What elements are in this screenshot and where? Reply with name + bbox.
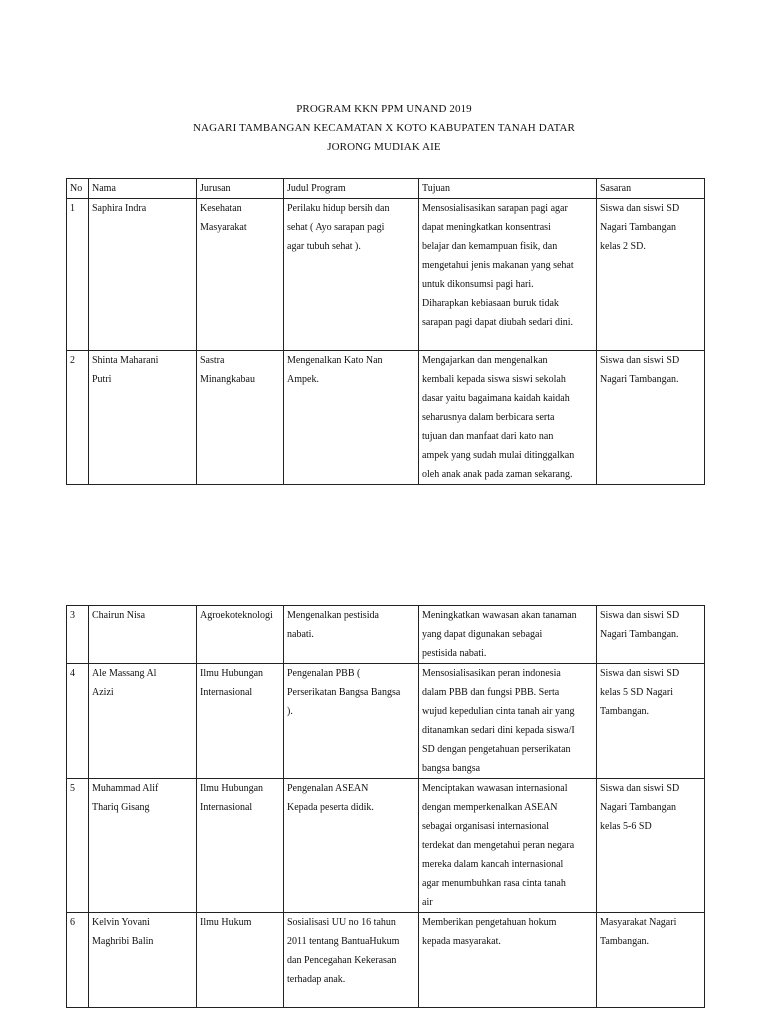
column-header-tujuan: Tujuan — [419, 179, 597, 199]
cell-jurusan — [197, 351, 284, 485]
cell-no: 6 — [67, 913, 89, 1008]
cell-judul-program-line: Perserikatan Bangsa Bangsa — [287, 687, 401, 698]
cell-nama — [89, 779, 197, 913]
cell-tujuan-line: pestisida nabati. — [422, 648, 487, 659]
cell-tujuan-line: Menciptakan wawasan internasional — [422, 783, 568, 794]
cell-sasaran-line: Nagari Tambangan. — [600, 629, 679, 640]
cell-jurusan — [197, 913, 284, 1008]
cell-judul-program-line: terhadap anak. — [287, 974, 346, 985]
cell-no: 2 — [67, 351, 89, 485]
cell-judul-program-line: Perilaku hidup bersih dan — [287, 203, 390, 214]
cell-sasaran-line: Siswa dan siswi SD — [600, 203, 680, 214]
cell-tujuan-line: ditanamkan sedari dini kepada siswa/I — [422, 725, 575, 736]
cell-jurusan — [197, 779, 284, 913]
cell-jurusan-line: Ilmu Hukum — [200, 917, 252, 928]
cell-sasaran-line: kelas 2 SD. — [600, 241, 646, 252]
cell-judul-program — [284, 606, 419, 664]
cell-judul-program-line: Sosialisasi UU no 16 tahun — [287, 917, 396, 928]
cell-judul-program-line: agar tubuh sehat ). — [287, 241, 361, 252]
cell-tujuan-line: mereka dalam kancah internasional — [422, 859, 564, 870]
cell-nama-line: Chairun Nisa — [92, 610, 146, 621]
cell-sasaran-line: Tambangan. — [600, 936, 650, 947]
cell-no: 4 — [67, 664, 89, 779]
cell-tujuan-line: Mengajarkan dan mengenalkan — [422, 355, 548, 366]
cell-nama-line: Kelvin Yovani — [92, 917, 150, 928]
document-title: PROGRAM KKN PPM UNAND 2019 — [296, 103, 472, 115]
cell-sasaran-line: Nagari Tambangan. — [600, 374, 679, 385]
cell-tujuan — [419, 606, 597, 664]
table-row — [67, 913, 705, 1008]
cell-nama-line: Muhammad Alif — [92, 783, 159, 794]
cell-tujuan-line: kepada masyarakat. — [422, 936, 501, 947]
cell-judul-program-line: Pengenalan PBB ( — [287, 668, 361, 679]
cell-sasaran-line: Siswa dan siswi SD — [600, 783, 680, 794]
program-table-part-1 — [66, 178, 705, 485]
cell-judul-program-line: Kepada peserta didik. — [287, 802, 374, 813]
cell-jurusan-line: Kesehatan — [200, 203, 242, 214]
cell-nama — [89, 913, 197, 1008]
cell-nama — [89, 664, 197, 779]
cell-jurusan-line: Ilmu Hubungan — [200, 783, 264, 794]
cell-nama-line: Thariq Gisang — [92, 802, 150, 813]
cell-nama-line: Shinta Maharani — [92, 355, 159, 366]
cell-tujuan-line: dapat meningkatkan konsentrasi — [422, 222, 551, 233]
cell-tujuan-line: Diharapkan kebiasaan buruk tidak — [422, 298, 559, 309]
cell-sasaran-line: Nagari Tambangan — [600, 222, 677, 233]
cell-tujuan-line: Meningkatkan wawasan akan tanaman — [422, 610, 577, 621]
cell-nama-line: Putri — [92, 374, 112, 385]
cell-tujuan-line: air — [422, 897, 433, 908]
cell-tujuan-line: ampek yang sudah mulai ditinggalkan — [422, 450, 575, 461]
cell-nama-line: Maghribi Balin — [92, 936, 154, 947]
cell-judul-program — [284, 664, 419, 779]
column-header-judul-program: Judul Program — [284, 179, 419, 199]
cell-jurusan-line: Ilmu Hubungan — [200, 668, 264, 679]
cell-sasaran-line: Siswa dan siswi SD — [600, 610, 680, 621]
cell-tujuan — [419, 351, 597, 485]
cell-jurusan — [197, 664, 284, 779]
cell-jurusan-line: Minangkabau — [200, 374, 255, 385]
cell-tujuan-line: terdekat dan mengetahui peran negara — [422, 840, 575, 851]
cell-judul-program-line: nabati. — [287, 629, 314, 640]
cell-jurusan-line: Masyarakat — [200, 222, 247, 233]
cell-tujuan-line: Mensosialisasikan peran indonesia — [422, 668, 561, 679]
cell-no: 3 — [67, 606, 89, 664]
cell-tujuan-line: Memberikan pengetahuan hokum — [422, 917, 557, 928]
cell-tujuan-line: yang dapat digunakan sebagai — [422, 629, 543, 640]
cell-judul-program-line: ). — [287, 706, 293, 717]
cell-sasaran — [597, 779, 705, 913]
cell-jurusan-line: Internasional — [200, 687, 253, 698]
cell-judul-program-line: Ampek. — [287, 374, 319, 385]
cell-jurusan-line: Internasional — [200, 802, 253, 813]
cell-tujuan-line: SD dengan pengetahuan perserikatan — [422, 744, 571, 755]
cell-tujuan — [419, 779, 597, 913]
cell-jurusan-line: Agroekoteknologi — [200, 610, 273, 621]
cell-judul-program-line: sehat ( Ayo sarapan pagi — [287, 222, 385, 233]
cell-tujuan-line: mengetahui jenis makanan yang sehat — [422, 260, 574, 271]
cell-no: 1 — [67, 199, 89, 351]
column-header-sasaran: Sasaran — [597, 179, 705, 199]
cell-sasaran — [597, 913, 705, 1008]
cell-judul-program — [284, 351, 419, 485]
table-row — [67, 351, 705, 485]
cell-nama-line: Azizi — [92, 687, 114, 698]
cell-tujuan-line: sebagai organisasi internasional — [422, 821, 550, 832]
cell-sasaran — [597, 664, 705, 779]
cell-sasaran-line: Nagari Tambangan — [600, 802, 677, 813]
cell-tujuan-line: oleh anak anak pada zaman sekarang. — [422, 469, 573, 480]
cell-tujuan — [419, 199, 597, 351]
cell-nama — [89, 606, 197, 664]
program-table-part-2 — [66, 605, 705, 1008]
cell-jurusan-line: Sastra — [200, 355, 225, 366]
cell-sasaran-line: Tambangan. — [600, 706, 650, 717]
cell-sasaran — [597, 199, 705, 351]
column-header-nama: Nama — [89, 179, 197, 199]
cell-jurusan — [197, 606, 284, 664]
cell-nama-line: Ale Massang Al — [92, 668, 157, 679]
cell-sasaran-line: Siswa dan siswi SD — [600, 355, 680, 366]
cell-tujuan-line: tujuan dan manfaat dari kato nan — [422, 431, 554, 442]
cell-sasaran — [597, 351, 705, 485]
cell-judul-program — [284, 913, 419, 1008]
table-row — [67, 199, 705, 351]
document-subtitle-jorong: JORONG MUDIAK AIE — [327, 141, 441, 153]
cell-nama — [89, 199, 197, 351]
cell-judul-program-line: Pengenalan ASEAN — [287, 783, 369, 794]
cell-tujuan-line: dalam PBB dan fungsi PBB. Serta — [422, 687, 560, 698]
cell-tujuan-line: sarapan pagi dapat diubah sedari dini. — [422, 317, 574, 328]
cell-tujuan-line: Mensosialisasikan sarapan pagi agar — [422, 203, 568, 214]
cell-tujuan-line: belajar dan kemampuan fisik, dan — [422, 241, 558, 252]
cell-tujuan-line: dasar yaitu bagaimana kaidah kaidah — [422, 393, 570, 404]
cell-judul-program — [284, 199, 419, 351]
table-body-part-2 — [67, 606, 705, 1008]
cell-tujuan-line: seharusnya dalam berbicara serta — [422, 412, 555, 423]
cell-sasaran-line: Masyarakat Nagari — [600, 917, 677, 928]
cell-judul-program-line: dan Pencegahan Kekerasan — [287, 955, 397, 966]
cell-tujuan-line: agar menumbuhkan rasa cinta tanah — [422, 878, 566, 889]
cell-judul-program-line: 2011 tentang BantuaHukum — [287, 936, 400, 947]
cell-tujuan — [419, 913, 597, 1008]
cell-judul-program-line: Mengenalkan pestisida — [287, 610, 379, 621]
cell-tujuan-line: untuk dikonsumsi pagi hari. — [422, 279, 534, 290]
cell-sasaran-line: Siswa dan siswi SD — [600, 668, 680, 679]
table-header-row — [67, 179, 705, 199]
column-header-no: No — [67, 179, 89, 199]
cell-jurusan — [197, 199, 284, 351]
cell-tujuan-line: bangsa bangsa — [422, 763, 481, 774]
cell-nama-line: Saphira Indra — [92, 203, 147, 214]
table-row — [67, 664, 705, 779]
table-body-part-1 — [67, 199, 705, 485]
document-subtitle-location: NAGARI TAMBANGAN KECAMATAN X KOTO KABUPATEN TANAH DATAR — [192, 122, 575, 134]
cell-sasaran-line: kelas 5-6 SD — [600, 821, 652, 832]
column-header-jurusan: Jurusan — [197, 179, 284, 199]
table-row — [67, 606, 705, 664]
cell-judul-program-line: Mengenalkan Kato Nan — [287, 355, 383, 366]
cell-tujuan-line: wujud kepedulian cinta tanah air yang — [422, 706, 575, 717]
cell-tujuan-line: kembali kepada siswa siswi sekolah — [422, 374, 566, 385]
cell-sasaran — [597, 606, 705, 664]
cell-nama — [89, 351, 197, 485]
cell-judul-program — [284, 779, 419, 913]
cell-tujuan-line: dengan memperkenalkan ASEAN — [422, 802, 558, 813]
table-row — [67, 779, 705, 913]
cell-sasaran-line: kelas 5 SD Nagari — [600, 687, 674, 698]
cell-no: 5 — [67, 779, 89, 913]
cell-tujuan — [419, 664, 597, 779]
